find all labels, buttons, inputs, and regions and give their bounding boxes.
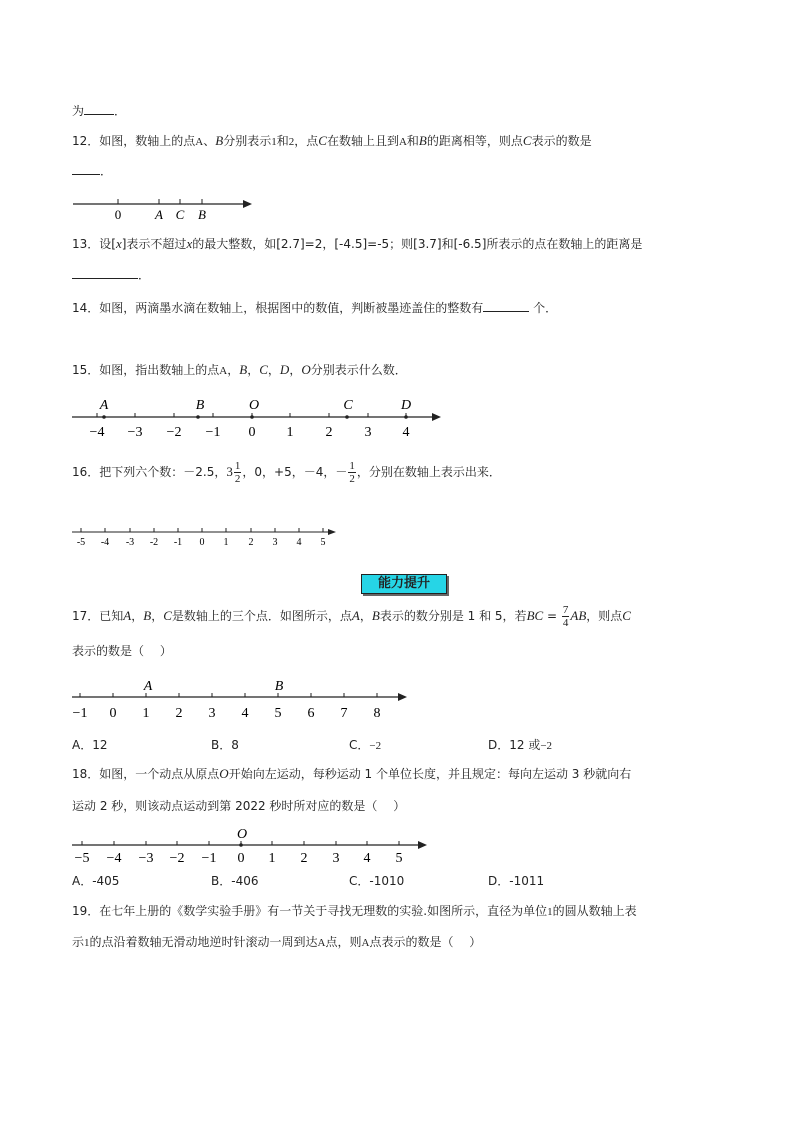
axis-arrow-icon bbox=[243, 200, 252, 208]
tick-label: 4 bbox=[241, 706, 249, 721]
q17-option-b[interactable]: B．8 bbox=[211, 738, 239, 752]
point-label: A bbox=[99, 398, 109, 413]
tick-label: −4 bbox=[89, 425, 105, 440]
tick-label: 1 bbox=[142, 706, 150, 721]
tick-label: −1 bbox=[201, 851, 217, 866]
tick-label: 5 bbox=[395, 851, 403, 866]
q16-line: 16．把下列六个数：－2.5，3 $\frac{1}{2}$ ，0，+5，－4，－ $\frac{1}{2}$ ，分别在数轴上表示出来． bbox=[72, 460, 501, 485]
q11-tail: 为 ． bbox=[72, 104, 127, 118]
tick-label: 1 bbox=[286, 425, 294, 440]
tick-label: −1 bbox=[72, 706, 88, 721]
tick-label: −2 bbox=[169, 851, 185, 866]
q17-option-c[interactable]: C．−2 bbox=[349, 738, 382, 752]
tick-label: 1 bbox=[223, 537, 229, 548]
answer-blank[interactable] bbox=[72, 163, 100, 175]
q15-number-line bbox=[70, 392, 445, 440]
tick-label: 5 bbox=[320, 537, 326, 548]
tick-label: 2 bbox=[175, 706, 183, 721]
point-label: O bbox=[236, 827, 248, 842]
point-label: A bbox=[143, 679, 153, 694]
q13-line1: 13．设[x]表示不超过x的最大整数，如[2.7]=2，[-4.5]=-5；则[3.7]和[-6.5]所表示的点在数轴上的距离是 bbox=[72, 236, 643, 251]
tick-label: −1 bbox=[205, 425, 221, 440]
point-B bbox=[196, 415, 200, 419]
tick-label: 4 bbox=[402, 425, 410, 440]
q18-option-a[interactable]: A．-405 bbox=[72, 874, 120, 888]
q12-line1: 12．如图，数轴上的点A、B分别表示1和2，点C在数轴上且到A和B的距离相等，则点C表示的数是 bbox=[72, 133, 592, 148]
point-label: C bbox=[343, 398, 353, 413]
tick-label: 8 bbox=[373, 706, 381, 721]
tick-label: 5 bbox=[274, 706, 282, 721]
tick-label: 3 bbox=[332, 851, 340, 866]
point-label: D bbox=[400, 398, 412, 413]
tick-label: -1 bbox=[173, 537, 183, 548]
tick-label: −2 bbox=[166, 425, 182, 440]
q17-number-line bbox=[68, 675, 413, 723]
tick-label: 1 bbox=[268, 851, 276, 866]
axis-arrow-icon bbox=[328, 529, 336, 535]
q18-option-c[interactable]: C．-1010 bbox=[349, 874, 405, 888]
tick-label: 2 bbox=[325, 425, 333, 440]
tick-label: −4 bbox=[106, 851, 122, 866]
point-C bbox=[345, 415, 349, 419]
q12-number-line bbox=[70, 194, 255, 222]
q13-line2: ． bbox=[72, 267, 150, 283]
answer-blank[interactable] bbox=[483, 300, 529, 312]
tick-label: -3 bbox=[125, 537, 135, 548]
q18-option-b[interactable]: B．-406 bbox=[211, 874, 259, 888]
q17-line2: 表示的数是（ ） bbox=[72, 644, 172, 658]
tick-label: 7 bbox=[340, 706, 348, 721]
tick-label: -2 bbox=[149, 537, 159, 548]
q18-option-d[interactable]: D．-1011 bbox=[488, 874, 545, 888]
point-label: B bbox=[198, 207, 206, 222]
ticks bbox=[81, 528, 323, 532]
answer-blank[interactable] bbox=[72, 267, 138, 279]
tick-label: −3 bbox=[138, 851, 154, 866]
q18-line2: 运动 2 秒，则该动点运动到第 2022 秒时所对应的数是（ ） bbox=[72, 799, 406, 813]
q18-line1: 18．如图，一个动点从原点O开始向左运动，每秒运动 1 个单位长度，并且规定：每向左运动 3 秒就向右 bbox=[72, 766, 632, 781]
point-O bbox=[250, 415, 254, 419]
tick-label: -4 bbox=[100, 537, 110, 548]
axis-arrow-icon bbox=[418, 841, 427, 849]
point-O bbox=[239, 843, 243, 847]
q16-number-line bbox=[70, 524, 340, 550]
q19-line1: 19．在七年上册的《数学实验手册》有一节关于寻找无理数的实验.如图所示，直径为单位1的圆从数轴上表 bbox=[72, 904, 637, 918]
tick-label: 0 bbox=[114, 207, 122, 222]
tick-label: -5 bbox=[76, 537, 86, 548]
q12-line2: ． bbox=[72, 163, 112, 179]
tick-label: 2 bbox=[300, 851, 308, 866]
q17-option-a[interactable]: A．12 bbox=[72, 738, 108, 752]
axis-arrow-icon bbox=[398, 693, 407, 701]
tick-label: 0 bbox=[248, 425, 256, 440]
tick-label: −5 bbox=[74, 851, 90, 866]
tick-label: 4 bbox=[296, 537, 302, 548]
point-label: C bbox=[175, 207, 185, 222]
section-title-badge: 能力提升 bbox=[361, 574, 447, 594]
point-label: B bbox=[274, 679, 284, 694]
q17-line1: 17．已知A，B，C是数轴上的三个点．如图所示，点A，B表示的数分别是 1 和 5，若BC = $\frac{7}{4}$ AB，则点C bbox=[72, 604, 631, 629]
point-label: A bbox=[155, 207, 163, 222]
fraction: $\frac{1}{2}$ bbox=[234, 460, 241, 485]
q19-line2: 示1的点沿着数轴无滑动地逆时针滚动一周到达A点，则A点表示的数是（ ） bbox=[72, 935, 482, 949]
tick-label: 0 bbox=[199, 537, 205, 548]
q15-line: 15．如图，指出数轴上的点A，B，C，D，O分别表示什么数． bbox=[72, 362, 407, 377]
tick-label: 6 bbox=[307, 706, 315, 721]
tick-label: 0 bbox=[237, 851, 245, 866]
q18-number-line bbox=[70, 824, 432, 866]
tick-label: 2 bbox=[248, 537, 254, 548]
axis-arrow-icon bbox=[432, 413, 441, 421]
q17-option-d[interactable]: D．12 或−2 bbox=[488, 738, 553, 752]
tick-label: 3 bbox=[364, 425, 372, 440]
q14-line: 14．如图，两滴墨水滴在数轴上，根据图中的数值，判断被墨迹盖住的整数有 个． bbox=[72, 301, 558, 315]
fraction: $\frac{1}{2}$ bbox=[349, 460, 355, 485]
tick-label: 4 bbox=[363, 851, 371, 866]
point-label: O bbox=[248, 398, 260, 413]
fraction: $\frac{7}{4}$ bbox=[562, 604, 569, 629]
point-label: B bbox=[195, 398, 205, 413]
answer-blank[interactable] bbox=[84, 103, 114, 115]
tick-label: −3 bbox=[127, 425, 143, 440]
tick-label: 0 bbox=[109, 706, 117, 721]
tick-label: 3 bbox=[272, 537, 278, 548]
point-D bbox=[404, 415, 408, 419]
point-A bbox=[102, 415, 106, 419]
tick-label: 3 bbox=[208, 706, 216, 721]
